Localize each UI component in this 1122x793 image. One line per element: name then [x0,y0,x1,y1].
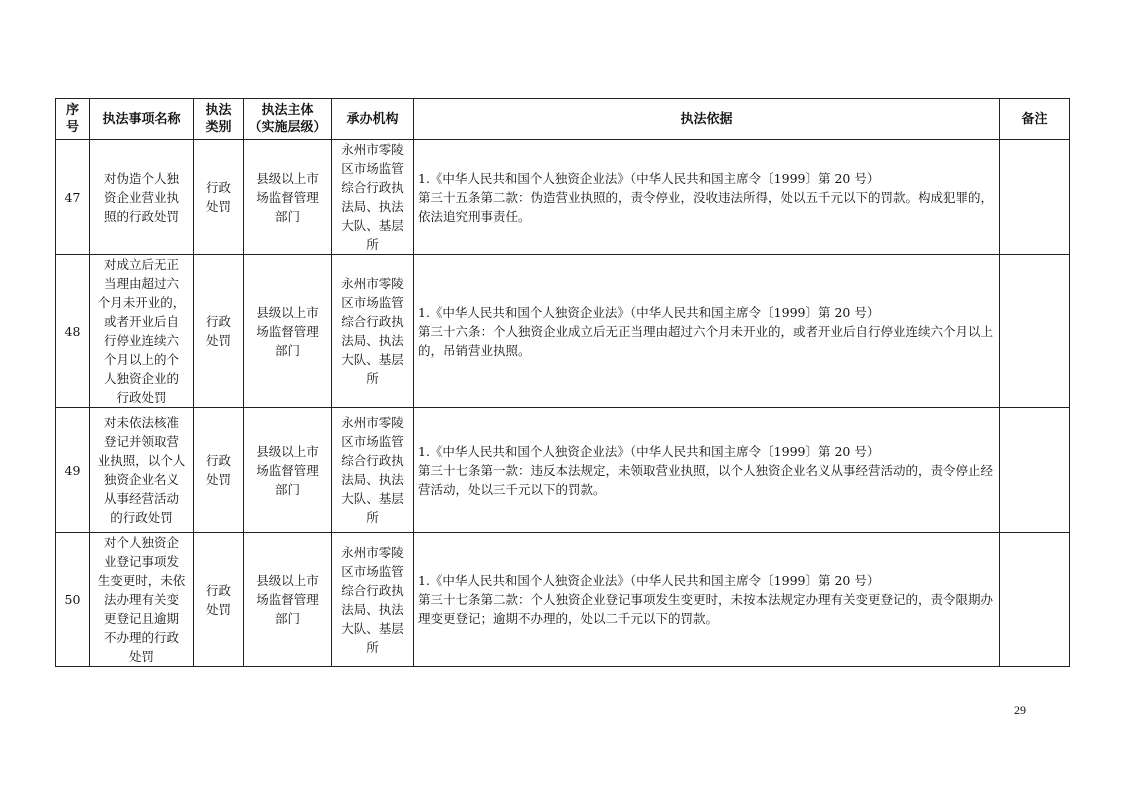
header-agency: 承办机构 [332,99,414,140]
row-category: 行政 处罚 [194,255,244,408]
table-row [56,533,1070,667]
row-remark [1000,533,1070,667]
header-item-name: 执法事项名称 [90,99,194,140]
row-category: 行政 处罚 [194,533,244,667]
row-remark [1000,255,1070,408]
row-agency: 永州市零陵 区市场监管 综合行政执 法局、执法 大队、基层 所 [332,140,414,255]
row-seq: 50 [56,533,90,667]
header-basis: 执法依据 [414,99,1000,140]
table-row [56,408,1070,533]
row-agency: 永州市零陵 区市场监管 综合行政执 法局、执法 大队、基层 所 [332,408,414,533]
row-subject: 县级以上市 场监督管理 部门 [244,533,332,667]
row-item-name: 对个人独资企 业登记事项发 生变更时，未依 法办理有关变 更登记且逾期 不办理的行政 处罚 [90,533,194,667]
header-remark: 备注 [1000,99,1070,140]
row-subject: 县级以上市 场监督管理 部门 [244,255,332,408]
table-row [56,140,1070,255]
row-item-name: 对伪造个人独 资企业营业执 照的行政处罚 [90,140,194,255]
row-item-name: 对成立后无正 当理由超过六 个月未开业的， 或者开业后自 行停业连续六 个月以上的个 人独资企业的 行政处罚 [90,255,194,408]
row-subject: 县级以上市 场监督管理 部门 [244,408,332,533]
row-basis: 1.《中华人民共和国个人独资企业法》（中华人民共和国主席令〔1999〕第 20 号） 第三十六条：个人独资企业成立后无正当理由超过六个月未开业的，或者开业后自行停业连续六个月以上的，吊销营业执照。 [414,255,1000,408]
row-seq: 48 [56,255,90,408]
row-seq: 49 [56,408,90,533]
enforcement-table-container [55,98,1070,667]
row-category: 行政 处罚 [194,408,244,533]
enforcement-items-table [55,98,1070,667]
row-item-name: 对未依法核准 登记并领取营 业执照，以个人 独资企业名义 从事经营活动 的行政处罚 [90,408,194,533]
page-number: 29 [1014,703,1026,717]
row-seq: 47 [56,140,90,255]
row-subject: 县级以上市 场监督管理 部门 [244,140,332,255]
row-basis: 1.《中华人民共和国个人独资企业法》（中华人民共和国主席令〔1999〕第 20 号） 第三十七条第一款：违反本法规定，未领取营业执照，以个人独资企业名义从事经营活动的，责令停止经营活动，处以三千元以下的罚款。 [414,408,1000,533]
row-remark [1000,140,1070,255]
row-basis: 1.《中华人民共和国个人独资企业法》（中华人民共和国主席令〔1999〕第 20 号） 第三十五条第二款：伪造营业执照的，责令停业，没收违法所得，处以五千元以下的罚款。构成犯罪的，依法追究刑事责任。 [414,140,1000,255]
header-category: 执法 类别 [194,99,244,140]
row-basis: 1.《中华人民共和国个人独资企业法》（中华人民共和国主席令〔1999〕第 20 号） 第三十七条第二款：个人独资企业登记事项发生变更时，未按本法规定办理有关变更登记的，责令限期办理变更登记；逾期不办理的，处以二千元以下的罚款。 [414,533,1000,667]
header-seq: 序 号 [56,99,90,140]
row-remark [1000,408,1070,533]
table-header-row [56,99,1070,140]
header-subject: 执法主体 （实施层级） [244,99,332,140]
row-agency: 永州市零陵 区市场监管 综合行政执 法局、执法 大队、基层 所 [332,255,414,408]
table-row [56,255,1070,408]
row-category: 行政 处罚 [194,140,244,255]
row-agency: 永州市零陵 区市场监管 综合行政执 法局、执法 大队、基层 所 [332,533,414,667]
